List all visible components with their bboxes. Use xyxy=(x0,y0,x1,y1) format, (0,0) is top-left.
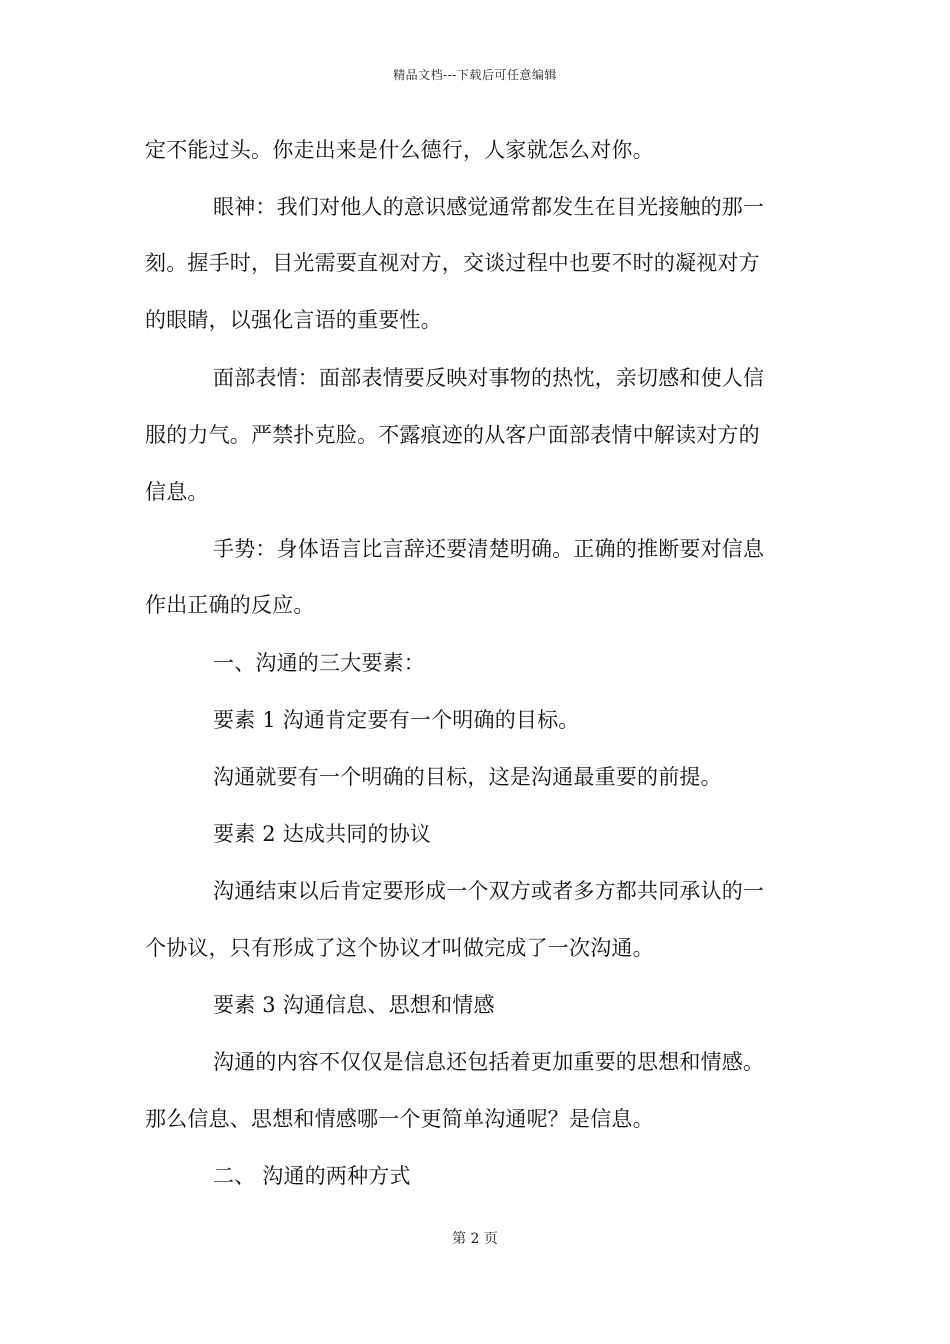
paragraph-line: 眼神：我们对他人的意识感觉通常都发生在目光接触的那一 xyxy=(213,195,765,219)
paragraph-line: 沟通就要有一个明确的目标，这是沟通最重要的前提。 xyxy=(213,765,722,789)
paragraph-line: 沟通的内容不仅仅是信息还包括着更加重要的思想和情感。 xyxy=(213,1050,765,1074)
element-title: 要素 1 沟通肯定要有一个明确的目标。 xyxy=(213,708,580,732)
paragraph-line: 那么信息、思想和情感哪一个更简单沟通呢？是信息。 xyxy=(145,1107,654,1131)
page-header: 精品文档---下载后可任意编辑 xyxy=(393,68,557,82)
paragraph-line: 刻。握手时，目光需要直视对方，交谈过程中也要不时的凝视对方 xyxy=(145,251,760,275)
paragraph-line: 信息。 xyxy=(145,480,209,504)
element-title: 要素 3 沟通信息、思想和情感 xyxy=(213,993,495,1017)
paragraph-line: 手势：身体语言比言辞还要清楚明确。正确的推断要对信息 xyxy=(213,537,765,561)
page-number: 第 2 页 xyxy=(452,1231,498,1247)
element-title: 要素 2 达成共同的协议 xyxy=(213,822,432,846)
paragraph-line: 的眼睛，以强化言语的重要性。 xyxy=(145,308,442,332)
paragraph-line: 作出正确的反应。 xyxy=(145,593,315,617)
section-heading: 二、 沟通的两种方式 xyxy=(213,1164,411,1188)
paragraph-line: 沟通结束以后肯定要形成一个双方或者多方都共同承认的一 xyxy=(213,879,765,903)
paragraph-line: 个协议，只有形成了这个协议才叫做完成了一次沟通。 xyxy=(145,936,654,960)
paragraph-line: 定不能过头。你走出来是什么德行，人家就怎么对你。 xyxy=(145,138,654,162)
section-heading: 一、沟通的三大要素： xyxy=(213,651,425,675)
paragraph-line: 面部表情：面部表情要反映对事物的热忱，亲切感和使人信 xyxy=(213,366,765,390)
paragraph-line: 服的力气。严禁扑克脸。不露痕迹的从客户面部表情中解读对方的 xyxy=(145,423,760,447)
